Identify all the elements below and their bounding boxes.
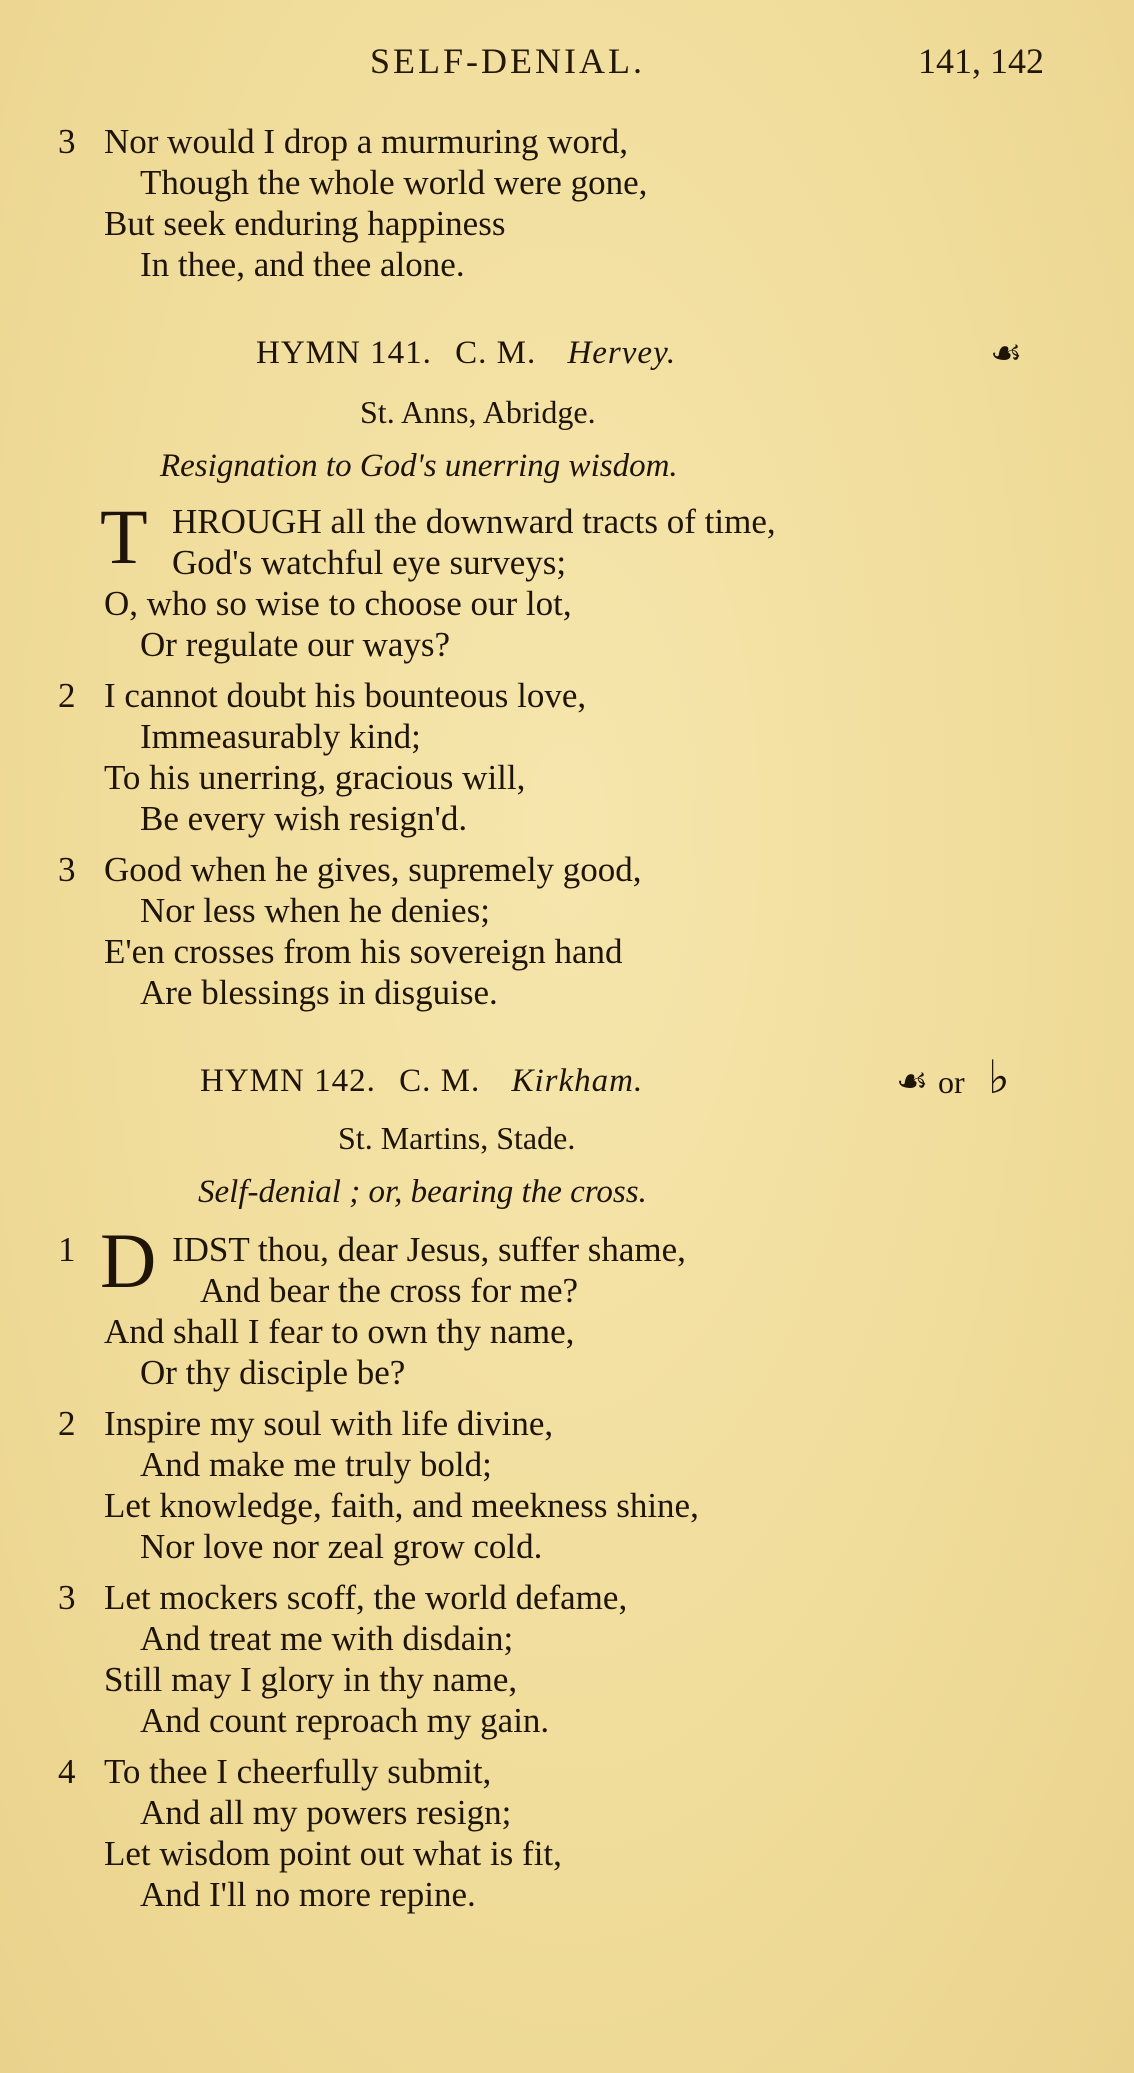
hymn-subject: Resignation to God's unerring wisdom.	[160, 448, 678, 484]
verse-line: To his unerring, gracious will,	[104, 758, 526, 797]
ornament-icon: ☙	[990, 333, 1023, 374]
verse-number: 3	[58, 850, 76, 889]
verse-line: Though the whole world were gone,	[140, 163, 648, 202]
hymn-number: HYMN 142.	[200, 1063, 376, 1099]
tune-names: St. Martins, Stade.	[338, 1120, 576, 1156]
verse-line: O, who so wise to choose our lot,	[104, 584, 572, 623]
verse-line: And I'll no more repine.	[140, 1875, 476, 1914]
verse-line: IDST thou, dear Jesus, suffer shame,	[172, 1230, 686, 1269]
verse-line: And count reproach my gain.	[140, 1701, 550, 1740]
verse-line: HROUGH all the downward tracts of time,	[172, 502, 776, 541]
hymn-title	[200, 1063, 643, 1100]
flat-icon: ♭	[988, 1050, 1010, 1104]
verse-line: I cannot doubt his bounteous love,	[104, 676, 587, 715]
verse-line: Let mockers scoff, the world defame,	[104, 1578, 628, 1617]
verse-line: Good when he gives, supremely good,	[104, 850, 642, 889]
verse-number: 3	[58, 122, 76, 161]
verse-line: And treat me with disdain;	[140, 1619, 514, 1658]
verse-line: Let knowledge, faith, and meekness shine,	[104, 1486, 699, 1525]
subject-part: Self-denial ; or	[198, 1174, 395, 1210]
verse-line: To thee I cheerfully submit,	[104, 1752, 492, 1791]
page-header	[0, 40, 1134, 92]
hymn-composer: Hervey.	[567, 335, 677, 371]
verse-line: Are blessings in disguise.	[140, 973, 498, 1012]
hymn-subject	[198, 1174, 647, 1211]
verse-line: And shall I fear to own thy name,	[104, 1312, 575, 1351]
hymn-title	[256, 335, 676, 372]
verse-line: Still may I glory in thy name,	[104, 1660, 518, 1699]
verse-line: Inspire my soul with life divine,	[104, 1404, 554, 1443]
hymn-meter: C. M.	[399, 1063, 481, 1099]
page-numbers: 141, 142	[918, 41, 1044, 81]
verse-line: But seek enduring happiness	[104, 204, 506, 243]
hymn-number: HYMN 141.	[256, 335, 432, 371]
verse-line: Or regulate our ways?	[140, 625, 451, 664]
verse-line: Nor less when he denies;	[140, 891, 490, 930]
verse-line: Nor love nor zeal grow cold.	[140, 1527, 543, 1566]
verse-number: 3	[58, 1578, 76, 1617]
hymn-composer: Kirkham.	[511, 1063, 644, 1099]
verse-line: Let wisdom point out what is fit,	[104, 1834, 562, 1873]
drop-cap: T	[100, 493, 148, 580]
verse-line: Immeasurably kind;	[140, 717, 421, 756]
verse-line: And make me truly bold;	[140, 1445, 492, 1484]
ornament-icon: ☙	[896, 1061, 929, 1102]
verse-line: And all my powers resign;	[140, 1793, 512, 1832]
running-head: SELF-DENIAL.	[370, 41, 645, 81]
verse-number: 2	[58, 1404, 76, 1443]
verse-line: In thee, and thee alone.	[140, 245, 465, 284]
hymn-meter: C. M.	[455, 335, 537, 371]
verse-line: God's watchful eye surveys;	[172, 543, 567, 582]
verse-line: Nor would I drop a murmuring word,	[104, 122, 628, 161]
verse-number: 1	[58, 1230, 76, 1269]
verse-number: 2	[58, 676, 76, 715]
verse-line: Be every wish resign'd.	[140, 799, 468, 838]
or-text: or	[938, 1064, 965, 1100]
tune-names: St. Anns, Abridge.	[360, 394, 596, 430]
drop-cap: D	[100, 1217, 157, 1304]
verse-line: E'en crosses from his sovereign hand	[104, 932, 623, 971]
verse-line: Or thy disciple be?	[140, 1353, 406, 1392]
verse-number: 4	[58, 1752, 76, 1791]
subject-part: , bearing the cross.	[394, 1174, 647, 1210]
verse-line: And bear the cross for me?	[200, 1271, 579, 1310]
